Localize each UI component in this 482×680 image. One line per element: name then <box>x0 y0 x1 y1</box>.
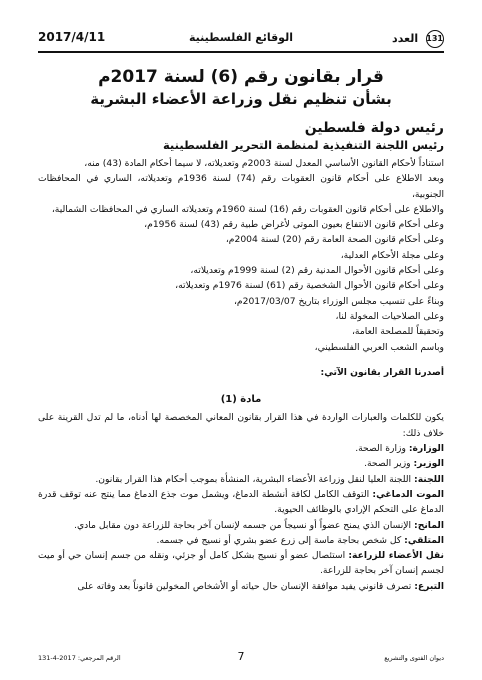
issuer-line2: رئيس اللجنة التنفيذية لمنظمة التحرير الفلسطينية <box>162 138 444 152</box>
page-header <box>38 26 444 50</box>
preamble-clause: وعلى أحكام قانون الصحة العامة رقم (20) لسنة 2004م، <box>225 234 444 246</box>
definition-text: تصرف قانوني يفيد موافقة الإنسان حال حياته أو الأشخاص المخولين قانوناً بعد وفاته على <box>77 580 415 592</box>
page-footer <box>38 652 444 670</box>
page-number: 7 <box>237 650 245 663</box>
preamble-clause: وعلى مجلة الأحكام العدلية، <box>340 249 444 261</box>
preamble-clause: والاطلاع على أحكام قانون العقوبات رقم (16) لسنة 1960م وتعديلاته الساري في المحافظات الشمالية، <box>51 203 444 215</box>
definition-text: كل شخص بحاجة ماسة إلى زرع عضو بشري أو نسيج في جسمه. <box>156 534 405 546</box>
article-intro: يكون للكلمات والعبارات الواردة في هذا القرار بقانون المعاني المخصصة لها أدناه، ما لم تدل القرينة على خلاف ذلك: <box>38 412 444 439</box>
decree-title <box>38 66 444 110</box>
definition-item <box>38 441 444 456</box>
preamble-clause: استناداً لأحكام القانون الأساسي المعدل لسنة 2003م وتعديلاته، لا سيما أحكام المادة (43) منه، <box>84 158 444 169</box>
issue-date: 2017/4/11 <box>38 30 106 44</box>
definition-item <box>38 579 444 594</box>
decree-body <box>38 156 444 594</box>
article-heading: مادة (1) <box>220 394 262 406</box>
issuer-line1: رئيس دولة فلسطين <box>304 120 444 136</box>
preamble-clause: وتحقيقاً للمصلحة العامة، <box>351 326 444 338</box>
definition-item <box>38 533 444 548</box>
preamble-clause: وعلى أحكام قانون الأحوال الشخصية رقم (61) لسنة 1976م وتعديلاته، <box>175 280 444 292</box>
definition-item <box>38 472 444 487</box>
issue-label-text: العدد <box>392 32 419 45</box>
definition-text: وزارة الصحة. <box>355 443 409 455</box>
definition-item <box>38 548 444 579</box>
definition-text: الإنسان الذي يمنح عضواً أو نسيجاً من جسمه لإنسان آخر بحاجة للزراعة دون مقابل مادي. <box>74 519 415 531</box>
definition-term: الموت الدماغي: <box>372 488 444 500</box>
issue-number-badge: 131 <box>426 30 444 48</box>
preamble-clause: وبعد الاطلاع على أحكام قانون العقوبات رقم (74) لسنة 1936م وتعديلاته، الساري في المحافظات الجنوبية، <box>38 173 444 200</box>
definition-text: وزير الصحة. <box>364 458 414 470</box>
definition-term: الوزير: <box>413 458 444 470</box>
definition-item <box>38 487 444 518</box>
definition-text: التوقف الكامل لكافة أنشطة الدماغ، ويشمل موت جذع الدماغ مما ينتج عنه توقف قدرة الدماغ على التحكم الإرادي بالوظائف الحيوية. <box>38 488 444 516</box>
preamble-clause: وعلى الصلاحيات المخولة لنا، <box>335 310 444 322</box>
preamble-clause: وعلى أحكام قانون الانتفاع بعيون الموتى لأغراض طبية رقم (43) لسنة 1956م، <box>144 219 444 231</box>
definition-item <box>38 456 444 471</box>
definition-text: اللجنة العليا لنقل وزراعة الأعضاء البشرية، المنشأة بموجب أحكام هذا القرار بقانون. <box>95 473 415 485</box>
definition-text: استئصال عضو أو نسيج بشكل كامل أو جزئي، ونقله من جسم إنسان حي أو ميت لجسم إنسان آخر بحاجة للزراعة. <box>38 550 444 577</box>
definition-term: اللجنة: <box>414 473 444 485</box>
definition-term: الوزارة: <box>408 443 444 455</box>
definition-term: التبرع: <box>414 580 444 592</box>
decree-title-line2: بشأن تنظيم نقل وزراعة الأعضاء البشرية <box>90 90 392 108</box>
preamble-clause: وعلى أحكام قانون الأحوال المدنية رقم (2) لسنة 1999م وتعديلاته، <box>190 265 444 277</box>
footer-reference: الرقم المرجعي: 2017-4-131 <box>38 654 121 662</box>
preamble-clause: وباسم الشعب العربي الفلسطيني، <box>314 341 444 353</box>
footer-publisher: ديوان الفتوى والتشريع <box>384 654 444 662</box>
header-rule <box>38 51 444 53</box>
definition-item <box>38 518 444 533</box>
decree-title-line1: قرار بقانون رقم (6) لسنة 2017م <box>98 67 384 87</box>
definition-term: نقل الأعضاء للزراعة: <box>348 550 444 562</box>
definition-term: المانح: <box>414 519 444 531</box>
gazette-name: الوقائع الفلسطينية <box>189 31 293 44</box>
definition-term: المتلقي: <box>404 534 444 546</box>
issuer-block <box>38 120 444 154</box>
decree-statement: أصدرنا القرار بقانون الآتي: <box>320 366 444 378</box>
preamble-clause: وبناءً على تنسيب مجلس الوزراء بتاريخ 2017/03/07م، <box>233 295 444 307</box>
